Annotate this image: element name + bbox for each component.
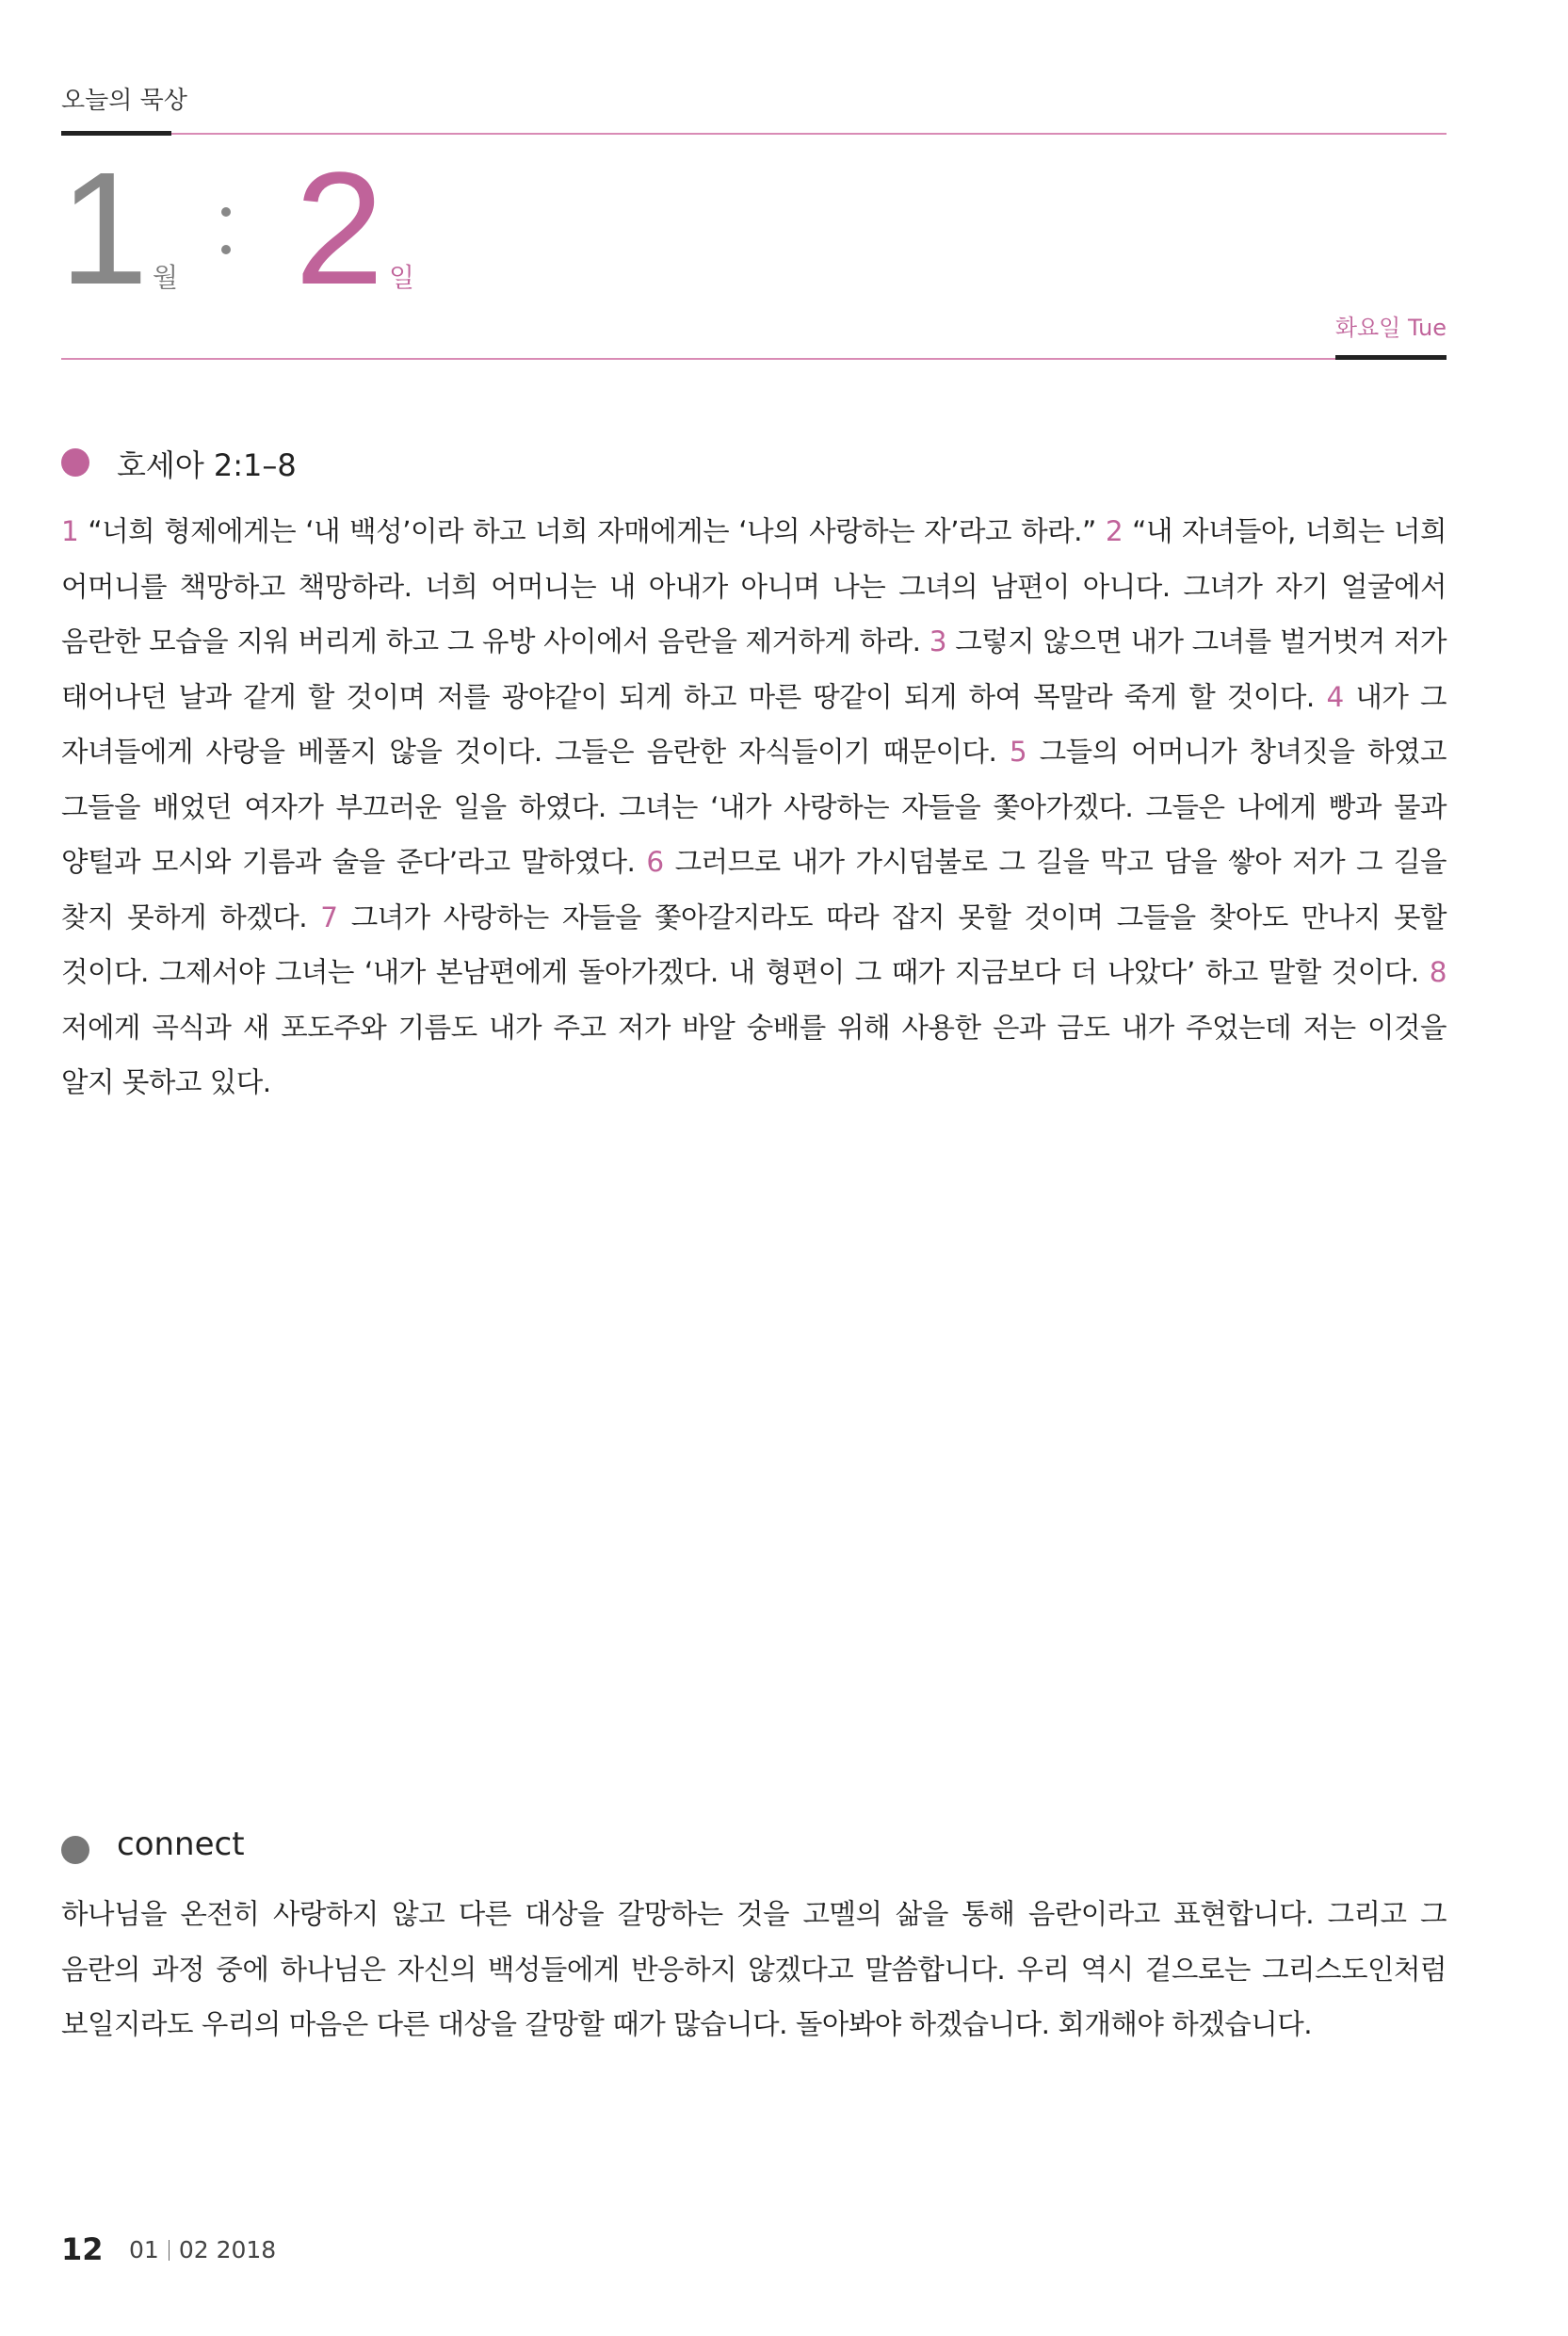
issue-date — [129, 2236, 276, 2263]
verse-text: 그녀가 사랑하는 자들을 쫓아갈지라도 따라 잡지 못할 것이며 그들을 찾아도 만나지 못할 것이다. 그제서야 그녀는 ‘내가 본남편에게 돌아가겠다. 내 형편이 그 때가 지금보다 더 나았다’ 하고 말할 것이다. — [61, 900, 1447, 988]
verse-number: 5 — [1009, 736, 1027, 768]
day-label: 일 — [389, 262, 415, 293]
weekday-label: 화요일 Tue — [1334, 315, 1447, 341]
passage-reference: 호세아 2:1–8 — [117, 447, 297, 483]
top-divider — [171, 133, 1447, 135]
verse-number: 3 — [929, 625, 946, 657]
month-label: 월 — [153, 262, 179, 293]
verse-text: “내 자녀들아, 너희는 너희 어머니를 책망하고 책망하라. 너희 어머니는 내 아내가 아니며 나는 그녀의 남편이 아니다. 그녀가 자기 얼굴에서 음란한 모습을 지워 버리게 하고 그 유방 사이에서 음란을 제거하게 하라. — [61, 515, 1447, 657]
verse-text: 내가 그 자녀들에게 사랑을 베풀지 않을 것이다. 그들은 음란한 자식들이기 때문이다. — [61, 680, 1447, 768]
month-number: 1 — [59, 139, 149, 318]
header-divider — [61, 358, 1335, 360]
weekday-underline — [1335, 355, 1447, 360]
verse-text: “너희 형제에게는 ‘내 백성’이라 하고 너희 자매에게는 ‘나의 사랑하는 자’라고 하라.” — [88, 515, 1096, 547]
connect-title: connect — [117, 1825, 245, 1863]
page-number: 12 — [61, 2231, 104, 2267]
verse-text: 그들의 어머니가 창녀짓을 하였고 그들을 배었던 여자가 부끄러운 일을 하였다. 그녀는 ‘내가 사랑하는 자들을 쫓아가겠다. 그들은 나에게 빵과 물과 양털과 모시와 기름과 술을 준다’라고 말하였다. — [61, 736, 1447, 878]
colon-dot — [221, 245, 231, 254]
verse-number: 2 — [1105, 515, 1123, 547]
connect-body: 하나님을 온전히 사랑하지 않고 다른 대상을 갈망하는 것을 고멜의 삶을 통해 음란이라고 표현합니다. 그리고 그 음란의 과정 중에 하나님은 자신의 백성들에게 반응하지 않겠다고 말씀합니다. 우리 역시 겉으로는 그리스도인처럼 보일지라도 우리의 마음은 다른 대상을 갈망할 때가 많습니다. 돌아봐야 하겠습니다. 회개해야 하겠습니다. — [61, 1898, 1447, 2040]
date-colon — [218, 198, 234, 264]
verse-number: 8 — [1429, 956, 1447, 988]
colon-dot — [221, 207, 231, 217]
section-label: 오늘의 묵상 — [61, 87, 187, 115]
issue-rest: 02 2018 — [178, 2236, 277, 2263]
verse-text: 그러므로 내가 가시덤불로 그 길을 막고 담을 쌓아 저가 그 길을 찾지 못하게 하겠다. — [61, 846, 1447, 933]
issue-month: 01 — [129, 2236, 159, 2263]
connect-bullet-icon — [61, 1836, 89, 1864]
section-underline — [61, 131, 171, 136]
verse-text: 저에게 곡식과 새 포도주와 기름도 내가 주고 저가 바알 숭배를 위해 사용한 은과 금도 내가 주었는데 저는 이것을 알지 못하고 있다. — [61, 1011, 1447, 1098]
verse-number: 6 — [646, 846, 664, 878]
verse-number: 1 — [61, 515, 79, 547]
day-number: 2 — [295, 139, 384, 318]
verse-number: 4 — [1326, 680, 1344, 713]
issue-separator — [169, 2240, 170, 2261]
verse-number: 7 — [320, 900, 338, 933]
verse-text: 그렇지 않으면 내가 그녀를 벌거벗겨 저가 태어나던 날과 같게 할 것이며 저를 광야같이 되게 하고 마른 땅같이 되게 하여 목말라 죽게 할 것이다. — [61, 625, 1447, 713]
passage-bullet-icon — [61, 448, 89, 477]
passage-body — [61, 504, 1447, 1111]
